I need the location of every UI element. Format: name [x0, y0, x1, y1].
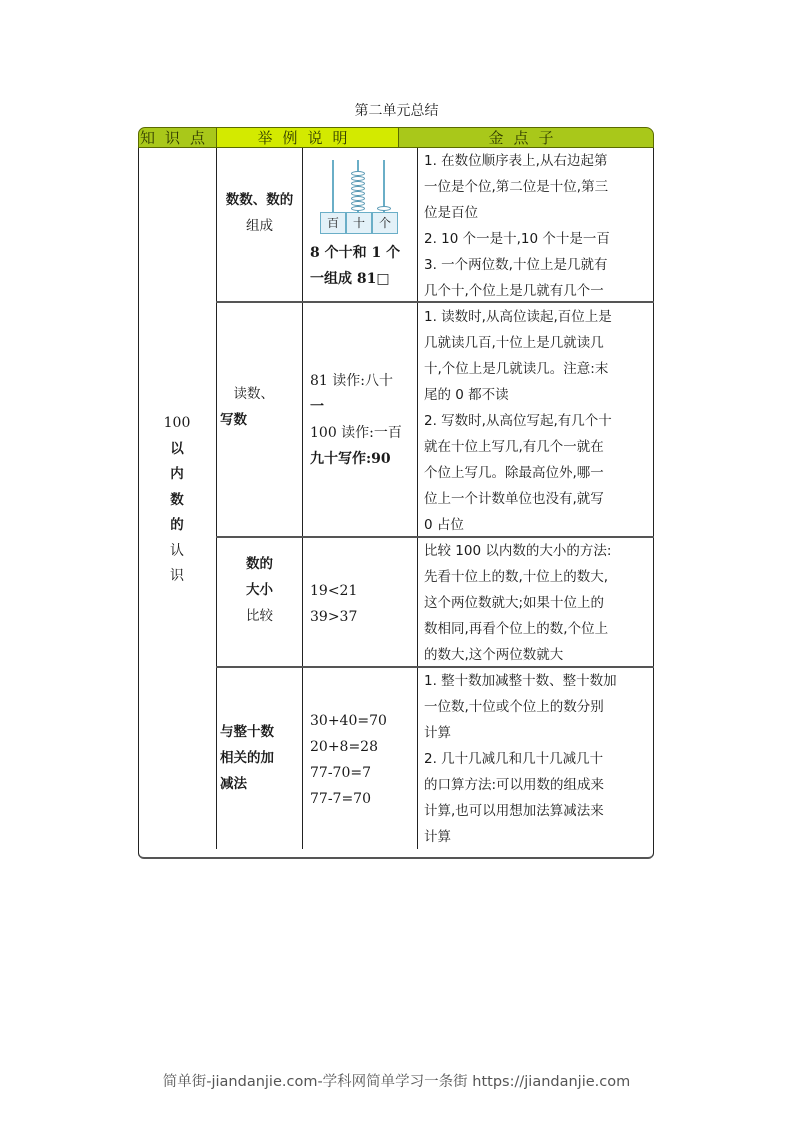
tip-line: 计算: [424, 725, 451, 741]
topic-line: 比较: [246, 608, 273, 624]
tip-line: 计算,也可以用想加法算减法来: [424, 803, 604, 819]
tip-line: 2. 写数时,从高位写起,有几个十: [424, 413, 612, 429]
row2-example: [310, 368, 420, 472]
category-line: 数: [170, 491, 184, 508]
abacus-label-hundreds: 百: [320, 212, 346, 234]
row3-example: [310, 578, 420, 630]
row1-example: [310, 240, 420, 292]
tip-line: 2. 几十几减几和几十几减几十: [424, 751, 604, 767]
topic-line: 减法: [220, 776, 247, 792]
abacus-bead-icon: [377, 206, 391, 211]
example-line: 77-70=7: [310, 765, 371, 781]
tip-line: 1. 整十数加减整十数、整十数加: [424, 673, 617, 689]
example-line: 一: [310, 399, 324, 415]
tip-line: 尾的 0 都不读: [424, 387, 509, 403]
tip-line: 一位数,十位或个位上的数分别: [424, 699, 604, 715]
abacus-illustration: [320, 160, 398, 238]
category-line: 识: [170, 568, 184, 584]
category-line: 以: [170, 440, 184, 457]
example-line: 九十写作:90: [310, 451, 391, 467]
row3-tips: [424, 538, 654, 668]
header-tips: 金点子: [399, 127, 654, 148]
topic-line: 写数: [220, 412, 247, 428]
row4-topic: [220, 719, 304, 797]
row2-tips: [424, 304, 654, 538]
row4-tips: [424, 668, 654, 850]
example-line: 19<21: [310, 583, 358, 599]
example-line: 20+8=28: [310, 739, 378, 755]
header-examples: 举例说明: [217, 127, 399, 148]
example-line: 77-7=70: [310, 791, 371, 807]
tip-line: 计算: [424, 829, 451, 845]
abacus-label-tens: 十: [346, 212, 372, 234]
tip-line: 3. 一个两位数,十位上是几就有: [424, 257, 608, 273]
tip-line: 就在十位上写几,有几个一就在: [424, 439, 604, 455]
tip-line: 这个两位数就大;如果十位上的: [424, 595, 605, 611]
example-line: 100 读作:一百: [310, 425, 402, 441]
category-line: 认: [170, 542, 184, 559]
table-bottom-border: [138, 849, 654, 859]
tip-line: 的数大,这个两位数就大: [424, 647, 564, 663]
topic-line: 大小: [246, 582, 273, 598]
topic-line: 数数、数的: [225, 192, 294, 208]
abacus-rod-hundreds: [332, 160, 334, 212]
category-line: 内: [170, 466, 184, 482]
abacus-rod-ones: [383, 160, 385, 212]
tip-line: 1. 读数时,从高位读起,百位上是: [424, 309, 612, 325]
tip-line: 1. 在数位顺序表上,从右边起第: [424, 153, 608, 169]
page-title: 第二单元总结: [354, 103, 439, 119]
row3-topic: [217, 551, 302, 629]
tip-line: 几就读几百,十位上是几就读几: [424, 335, 604, 351]
example-line: 81 读作:八十: [310, 373, 393, 389]
tip-line: 先看十位上的数,十位上的数大,: [424, 569, 609, 585]
row1-topic: [217, 187, 302, 239]
tip-line: 数相同,再看个位上的数,个位上: [424, 621, 609, 637]
tip-line: 位是百位: [424, 205, 478, 221]
tip-line: 位上一个计数单位也没有,就写: [424, 491, 604, 507]
topic-line: 数的: [246, 556, 273, 572]
header-knowledge-point: 知识点: [139, 129, 215, 147]
row2-topic: [220, 381, 304, 433]
tip-line: 一位是个位,第二位是十位,第三: [424, 179, 609, 195]
abacus-bead-icon: [351, 206, 365, 211]
category-line: 100: [163, 415, 191, 431]
tip-line: 2. 10 个一是十,10 个十是一百: [424, 231, 610, 247]
footer-watermark: 简单街-jiandanjie.com-学科网简单学习一条街 https://jiandanjie.com: [162, 1074, 631, 1090]
tip-line: 十,个位上是几就读几。注意:末: [424, 361, 609, 377]
row4-example: [310, 708, 420, 812]
category-label: [138, 411, 216, 590]
example-line: 一组成 81□: [310, 271, 390, 287]
example-line: 8 个十和 1 个: [310, 245, 401, 261]
example-line: 30+40=70: [310, 713, 387, 729]
column-divider-1: [216, 148, 217, 849]
tip-line: 比较 100 以内数的大小的方法:: [424, 543, 612, 559]
tip-line: 个位上写几。除最高位外,哪一: [424, 465, 604, 481]
tip-line: 的口算方法:可以用数的组成来: [424, 777, 605, 793]
tip-line: 几个十,个位上是几就有几个一: [424, 283, 604, 299]
topic-line: 与整十数: [220, 724, 274, 740]
category-line: 的: [170, 517, 184, 533]
abacus-label-ones: 个: [372, 212, 398, 234]
topic-line: 组成: [246, 218, 273, 234]
topic-line: 相关的加: [220, 750, 274, 766]
row1-tips: [424, 148, 654, 304]
example-line: 39>37: [310, 609, 358, 625]
topic-line: 读数、: [220, 386, 274, 402]
tip-line: 0 占位: [424, 517, 464, 533]
